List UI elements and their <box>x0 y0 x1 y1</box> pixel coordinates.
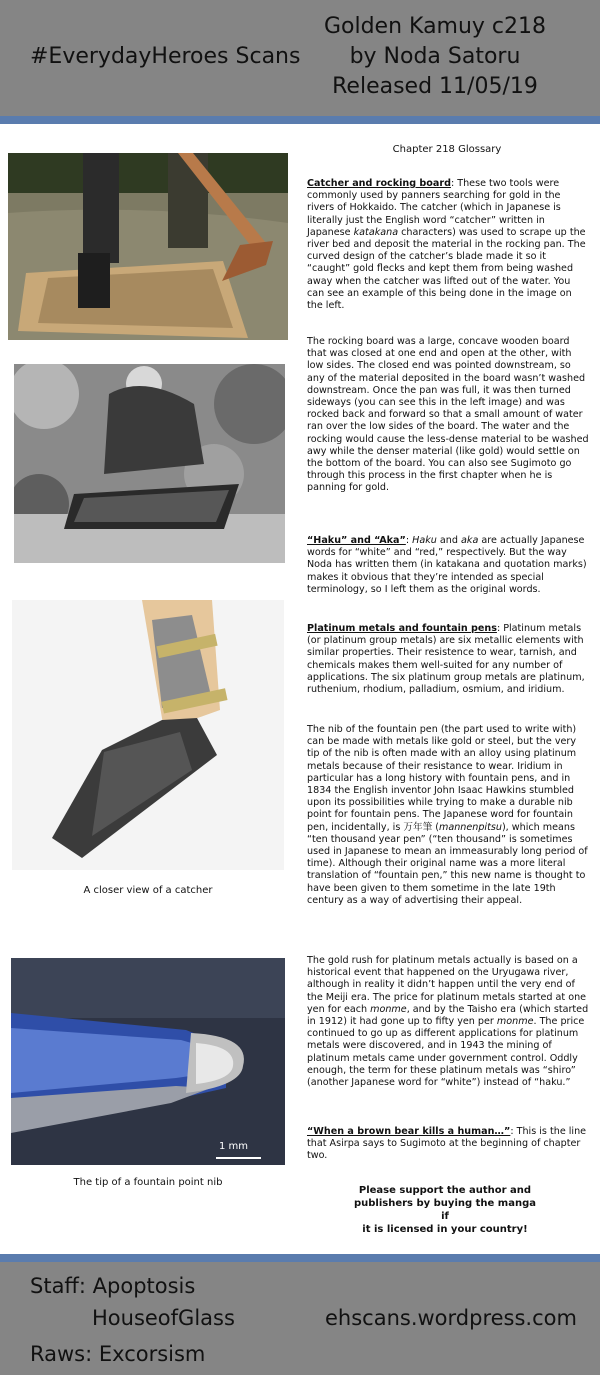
glossary-entry-fountain-pen <box>307 724 589 907</box>
glossary-entry-rocking-board <box>307 336 589 495</box>
release-title <box>320 12 550 102</box>
glossary-entry-haku-aka <box>307 535 589 596</box>
photo-catcher-in-river <box>8 153 288 340</box>
entry-em: katakana <box>353 226 399 238</box>
term-catcher: Catcher and rocking board <box>307 178 451 189</box>
entry-text: characters) was used to scrape up the river bed and deposit the material in the rocking pan. The curved design of the catcher’s blade made it so it “caught” gold flecks and kept them from being washed away when the catcher was lifted out of the water. You can see an example of this being done in the image on the left. <box>307 226 586 312</box>
photo-fountain-pen-nib <box>11 958 285 1165</box>
scale-bar-label: 1 mm <box>219 1141 249 1152</box>
glossary-entry-brown-bear <box>307 1126 589 1163</box>
entry-text: : <box>405 535 413 546</box>
entry-em: monme <box>370 1003 407 1015</box>
staff-credit: Staff: Apoptosis <box>30 1274 196 1298</box>
entry-em: aka <box>461 535 479 546</box>
glossary-entry-gold-rush <box>307 955 589 1089</box>
entry-text: The rocking board was a large, concave wooden board that was closed at one end and open at the other, with low sides. The closed end was pointed downstream, so any of the material deposited in the board wasn’t washed downstream. Once the pan was full, it was then turned sideways (you can see this in the left image) and was rocked back and forward so that a small amount of water ran over the low sides of the board. The water and the rocking would cause the less-dense material to be washed awy while the denser material (like gold) would settle on the bottom of the board. You can also see Sugimoto go through this process in the first chapter when he is panning for gold. <box>307 336 589 494</box>
entry-text: are actually Japanese words for “white” and “red,” respectively. But the way Noda has written them (in katakana and quotation marks) makes it obvious that they’re intended as special terminology, so I left them as the original words. <box>307 535 587 595</box>
header-banner <box>0 0 600 116</box>
staff-credit-2: HouseofGlass <box>92 1306 235 1330</box>
title-line-3: Released 11/05/19 <box>332 74 538 99</box>
entry-text: , and by the Taisho era (which started in 1912) it had gone up to fifty yen per <box>307 1003 589 1028</box>
entry-text: The gold rush for platinum metals actually is based on a historical event that happened on the Uryugawa river, although in reality it didn’t happen until the very end of the Meiji era. The price for platinum metals started at one yen for each <box>307 955 587 1015</box>
entry-text: The nib of the fountain pen (the part used to write with) can be made with metals like gold or steel, but the very tip of the nib is often made with an alloy using platinum metals because of their resistance to wear. Iridium in particular has a long history with fountain pens, and in 1834 the English inventor John Isaac Hawkins stumbled upon its possibilities while trying to make a durable nib point for fountain pens. The Japanese word for fountain pen, incidentally, is 万年筆 ( <box>307 724 577 833</box>
glossary-entry-platinum <box>307 623 589 696</box>
support-line: publishers by buying the manga if <box>353 1198 536 1222</box>
term-brown-bear: “When a brown bear kills a human…” <box>307 1126 511 1137</box>
term-platinum: Platinum metals and fountain pens <box>307 623 497 634</box>
support-line: it is licensed in your country! <box>362 1224 528 1235</box>
entry-text: : These two tools were commonly used by panners searching for gold in the rivers of Hokkaido. The catcher (which in Japanese is literally just the English word “catcher” written in Japanese <box>307 178 561 238</box>
glossary-entry-catcher <box>307 178 589 312</box>
photo-catcher-closeup <box>12 600 284 870</box>
glossary-title: Chapter 218 Glossary <box>392 144 502 155</box>
entry-text: . The price continued to go up as different applications for platinum metals were discovered, and in 1943 the mining of platinum metals came under government control. Oddly enough, the term for these platinum metals was “shiro” (another Japanese word for “white”) instead of “haku.” <box>307 1016 585 1089</box>
title-line-2: by Noda Satoru <box>349 44 521 69</box>
website-link[interactable]: ehscans.wordpress.com <box>325 1306 577 1330</box>
header-stripe <box>0 116 600 124</box>
footer-banner <box>0 1262 600 1375</box>
entry-em: Haku <box>412 535 437 546</box>
scanlation-group-name: #EverydayHeroes Scans <box>30 44 301 69</box>
entry-text: and <box>436 535 462 546</box>
caption-nib: The tip of a fountain point nib <box>73 1177 223 1188</box>
support-line: Please support the author and <box>358 1185 532 1196</box>
entry-text: : This is the line that Asirpa says to Sugimoto at the beginning of chapter two. <box>307 1126 587 1162</box>
caption-catcher: A closer view of a catcher <box>83 885 213 896</box>
title-line-1: Golden Kamuy c218 <box>323 14 547 39</box>
raws-credit: Raws: Excorsism <box>30 1342 206 1366</box>
entry-em: monme <box>496 1016 534 1028</box>
entry-em: mannenpitsu <box>438 821 502 833</box>
entry-text: ), which means “ten thousand year pen” (“ten thousand” is sometimes used in Japanese to mean an immeasurably long period of time). Although their original name was a more literal translation of “fountain pen,” this new name is thought to have been given to them sometime in the late 19th century as a way of advertising their appeal. <box>307 821 588 906</box>
footer-stripe <box>0 1254 600 1262</box>
entry-text: : Platinum metals (or platinum group metals) are six metallic elements with similar properties. Their resistence to wear, tarnish, and chemicals makes them well-suited for any number of applications. The six platinum group metals are platinum, ruthenium, rhodium, palladium, osmium, and iridium. <box>307 623 585 696</box>
support-notice <box>352 1184 538 1236</box>
term-haku-aka: “Haku” and “Aka” <box>307 535 406 546</box>
photo-rocking-board-panning <box>14 364 285 563</box>
